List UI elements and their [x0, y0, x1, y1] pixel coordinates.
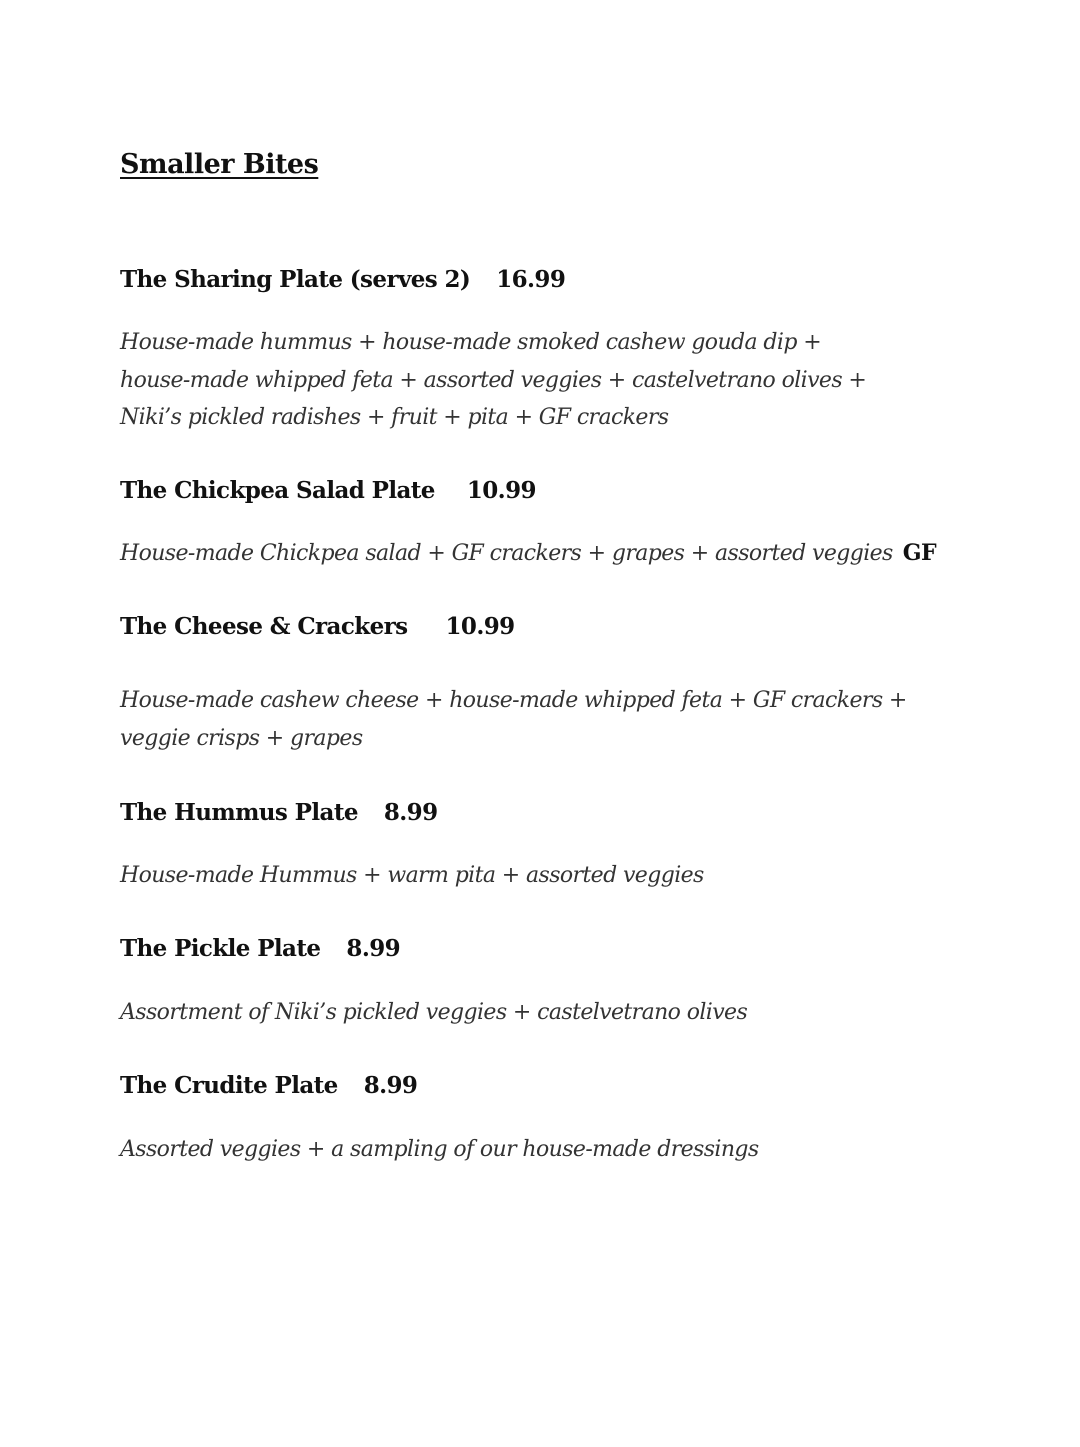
menu-item-heading	[120, 798, 438, 828]
menu-item-name: The Crudite Plate	[120, 1072, 338, 1099]
description-text: House-made Chickpea salad + GF crackers + grapes + assorted veggies	[120, 541, 893, 566]
menu-item-price: 8.99	[363, 1072, 418, 1099]
menu-item-name: The Hummus Plate	[120, 799, 358, 826]
description-line: house-made whipped feta + assorted veggies + castelvetrano olives +	[120, 367, 867, 393]
menu-item-heading	[120, 265, 565, 295]
menu-item-name: The Chickpea Salad Plate	[120, 477, 435, 504]
section-title: Smaller Bites	[120, 149, 319, 180]
menu-item-name: The Sharing Plate (serves 2)	[120, 266, 471, 293]
gluten-free-badge: GF	[902, 540, 936, 566]
description-line: House-made Hummus + warm pita + assorted veggies	[120, 863, 704, 888]
menu-item-description	[120, 324, 866, 437]
menu-item-description	[120, 535, 936, 573]
menu-item-price: 8.99	[383, 799, 438, 826]
menu-item-price: 16.99	[496, 266, 566, 293]
menu-item-price: 10.99	[445, 613, 515, 640]
menu-item-description	[120, 682, 907, 757]
description-line: House-made cashew cheese + house-made whipped feta + GF crackers +	[120, 688, 907, 713]
menu-item-name: The Cheese & Crackers	[120, 613, 408, 640]
menu-item-description	[120, 1131, 759, 1169]
description-line	[120, 535, 936, 573]
description-line: Assortment of Niki’s pickled veggies + castelvetrano olives	[120, 1000, 748, 1025]
menu-item-description	[120, 857, 704, 895]
menu-item-name: The Pickle Plate	[120, 935, 321, 962]
menu-item-price: 8.99	[346, 935, 401, 962]
menu-item-price: 10.99	[466, 477, 536, 504]
menu-item-heading	[120, 476, 536, 506]
description-line: veggie crisps + grapes	[120, 725, 363, 751]
menu-item-heading	[120, 934, 400, 964]
description-line: Assorted veggies + a sampling of our house-made dressings	[120, 1137, 759, 1162]
description-line: Niki’s pickled radishes + fruit + pita + GF crackers	[120, 405, 669, 430]
menu-item-heading	[120, 612, 515, 642]
menu-item-heading	[120, 1071, 417, 1101]
menu-item-description	[120, 994, 747, 1032]
description-line: House-made hummus + house-made smoked cashew gouda dip +	[120, 330, 822, 355]
